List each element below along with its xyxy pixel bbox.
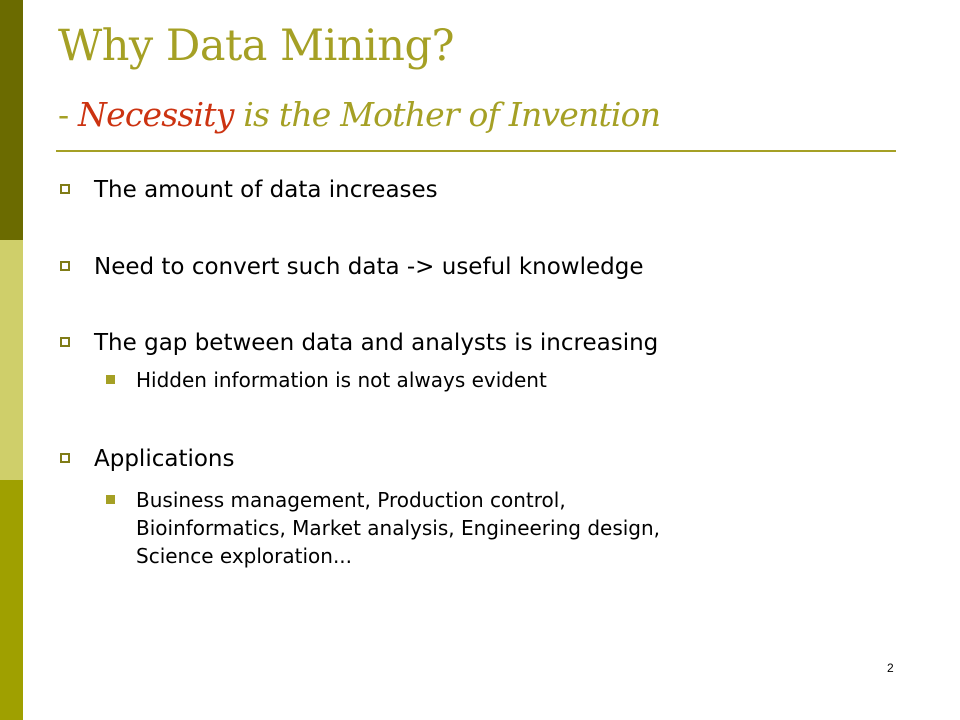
page-number: 2 [887,661,894,675]
bullet-text: The gap between data and analysts is increasing [94,330,659,356]
sidebar-bar [0,0,23,720]
sub-bullet-line: Business management, Production control, [136,488,566,512]
sub-bullet-text: Hidden information is not always evident [136,368,547,392]
bullet-item [60,176,438,204]
sub-bullet-text [136,486,660,570]
title-divider [56,150,896,152]
bullet-box-icon [60,453,70,463]
subtitle-emphasis: Necessity [78,95,234,134]
slide-subtitle [58,92,660,138]
bullet-text: The amount of data increases [94,177,438,203]
slide-title: Why Data Mining? [58,21,455,71]
bullet-text: Need to convert such data -> useful knowledge [94,254,644,280]
sub-bullet-item [106,366,547,394]
sub-bullet-item [106,486,660,570]
bullet-item [60,445,235,473]
sub-bullet-square-icon [106,495,115,504]
sidebar-segment-top [0,0,23,240]
subtitle-rest: is the Mother of Invention [233,95,661,134]
bullet-item [60,329,658,357]
bullet-text: Applications [94,446,235,472]
bullet-box-icon [60,261,70,271]
bullet-box-icon [60,184,70,194]
sidebar-segment-middle [0,240,23,480]
bullet-box-icon [60,337,70,347]
sub-bullet-square-icon [106,375,115,384]
bullet-item [60,253,644,281]
sidebar-segment-bottom [0,480,23,720]
sub-bullet-line: Bioinformatics, Market analysis, Engineering design, [136,516,661,540]
subtitle-dash: - [58,95,79,134]
sub-bullet-line: Science exploration... [136,544,353,568]
